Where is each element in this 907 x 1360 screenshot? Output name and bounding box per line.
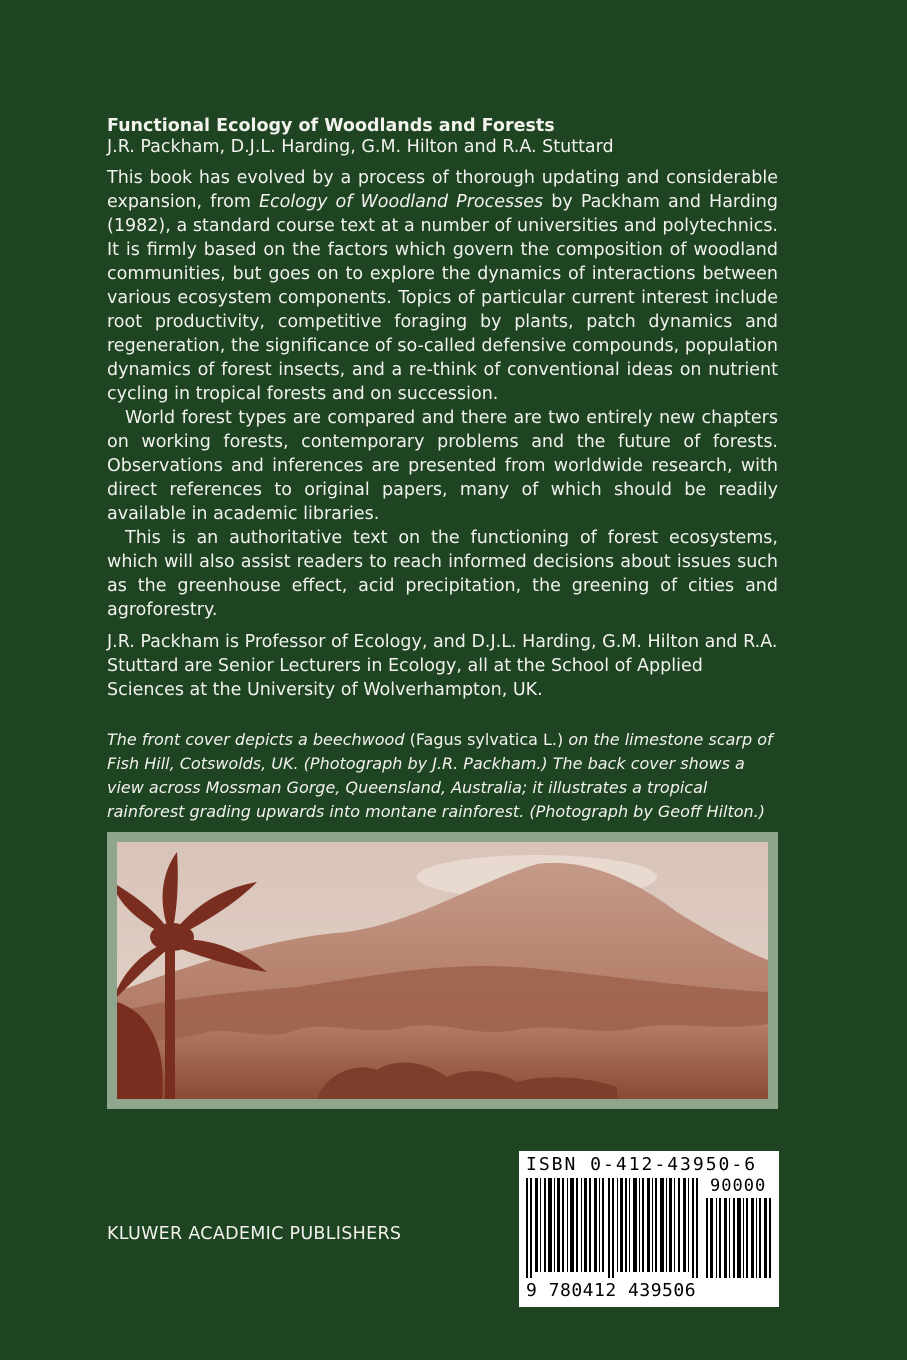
blurb-block xyxy=(107,116,778,840)
caption-species: (Fagus sylvatica L.) xyxy=(409,730,564,749)
author-bio: J.R. Packham is Professor of Ecology, and D.J.L. Harding, G.M. Hilton and R.A. Stuttard are Senior Lecturers in Ecology, all at the School of Applied Sciences at the University of Wolverhampton, UK. xyxy=(107,632,778,700)
publisher-name: KLUWER ACADEMIC PUBLISHERS xyxy=(107,1224,402,1244)
caption-part-2: on the limestone scarp of Fish Hill, Cotswolds, UK. (Photograph by J.R. Packham.) The back cover shows a view across Mossman Gorge, Queensland, Australia; it illustrates a tropical rainforest grading upwards into montane rainforest. (Photograph by Geoff Hilton.) xyxy=(107,730,773,821)
price-code: 90000 xyxy=(710,1176,767,1196)
blurb-p1-end: by Packham and Harding (1982), a standard course text at a number of universities and polytechnics. It is firmly based on the factors which govern the composition of woodland communities, but goes on to explore the dynamics of interactions between various ecosystem components. Topics of particular current interest include root productivity, competitive foraging by plants, patch dynamics and regeneration, the significance of so-called defensive compounds, population dynamics of forest insects, and a re-think of conventional ideas on nutrient cycling in tropical forests and on succession. xyxy=(107,192,778,404)
blurb-paragraph-2: World forest types are compared and there are two entirely new chapters on working forests, contemporary problems and the future of forests. Observations and inferences are presented from worldwide research, with direct references to original papers, many of which should be readily available in academic libraries. xyxy=(107,408,778,524)
blurb-p1-start: This book has evolved by a process of thorough updating and considerable expansion, from xyxy=(107,168,778,212)
ean-bars xyxy=(526,1178,702,1278)
book-authors: J.R. Packham, D.J.L. Harding, G.M. Hilton and R.A. Stuttard xyxy=(107,137,614,157)
caption-part-1: The front cover depicts a beechwood xyxy=(107,730,410,749)
ean-number: 9 780412 439506 xyxy=(526,1280,697,1301)
prior-book-title: Ecology of Woodland Processes xyxy=(259,192,544,212)
photo-frame xyxy=(107,832,778,1109)
rainforest-photo xyxy=(117,842,768,1099)
isbn-barcode xyxy=(519,1151,779,1307)
cover-caption xyxy=(107,728,778,824)
addon-bars xyxy=(706,1198,772,1278)
blurb-paragraph-1 xyxy=(107,166,778,406)
blurb-paragraph-3: This is an authoritative text on the functioning of forest ecosystems, which will also assist readers to reach informed decisions about issues such as the greenhouse effect, acid precipitation, the greening of cities and agroforestry. xyxy=(107,528,778,620)
book-title: Functional Ecology of Woodlands and Forests xyxy=(107,116,555,136)
isbn-number: ISBN 0-412-43950-6 xyxy=(526,1154,758,1175)
